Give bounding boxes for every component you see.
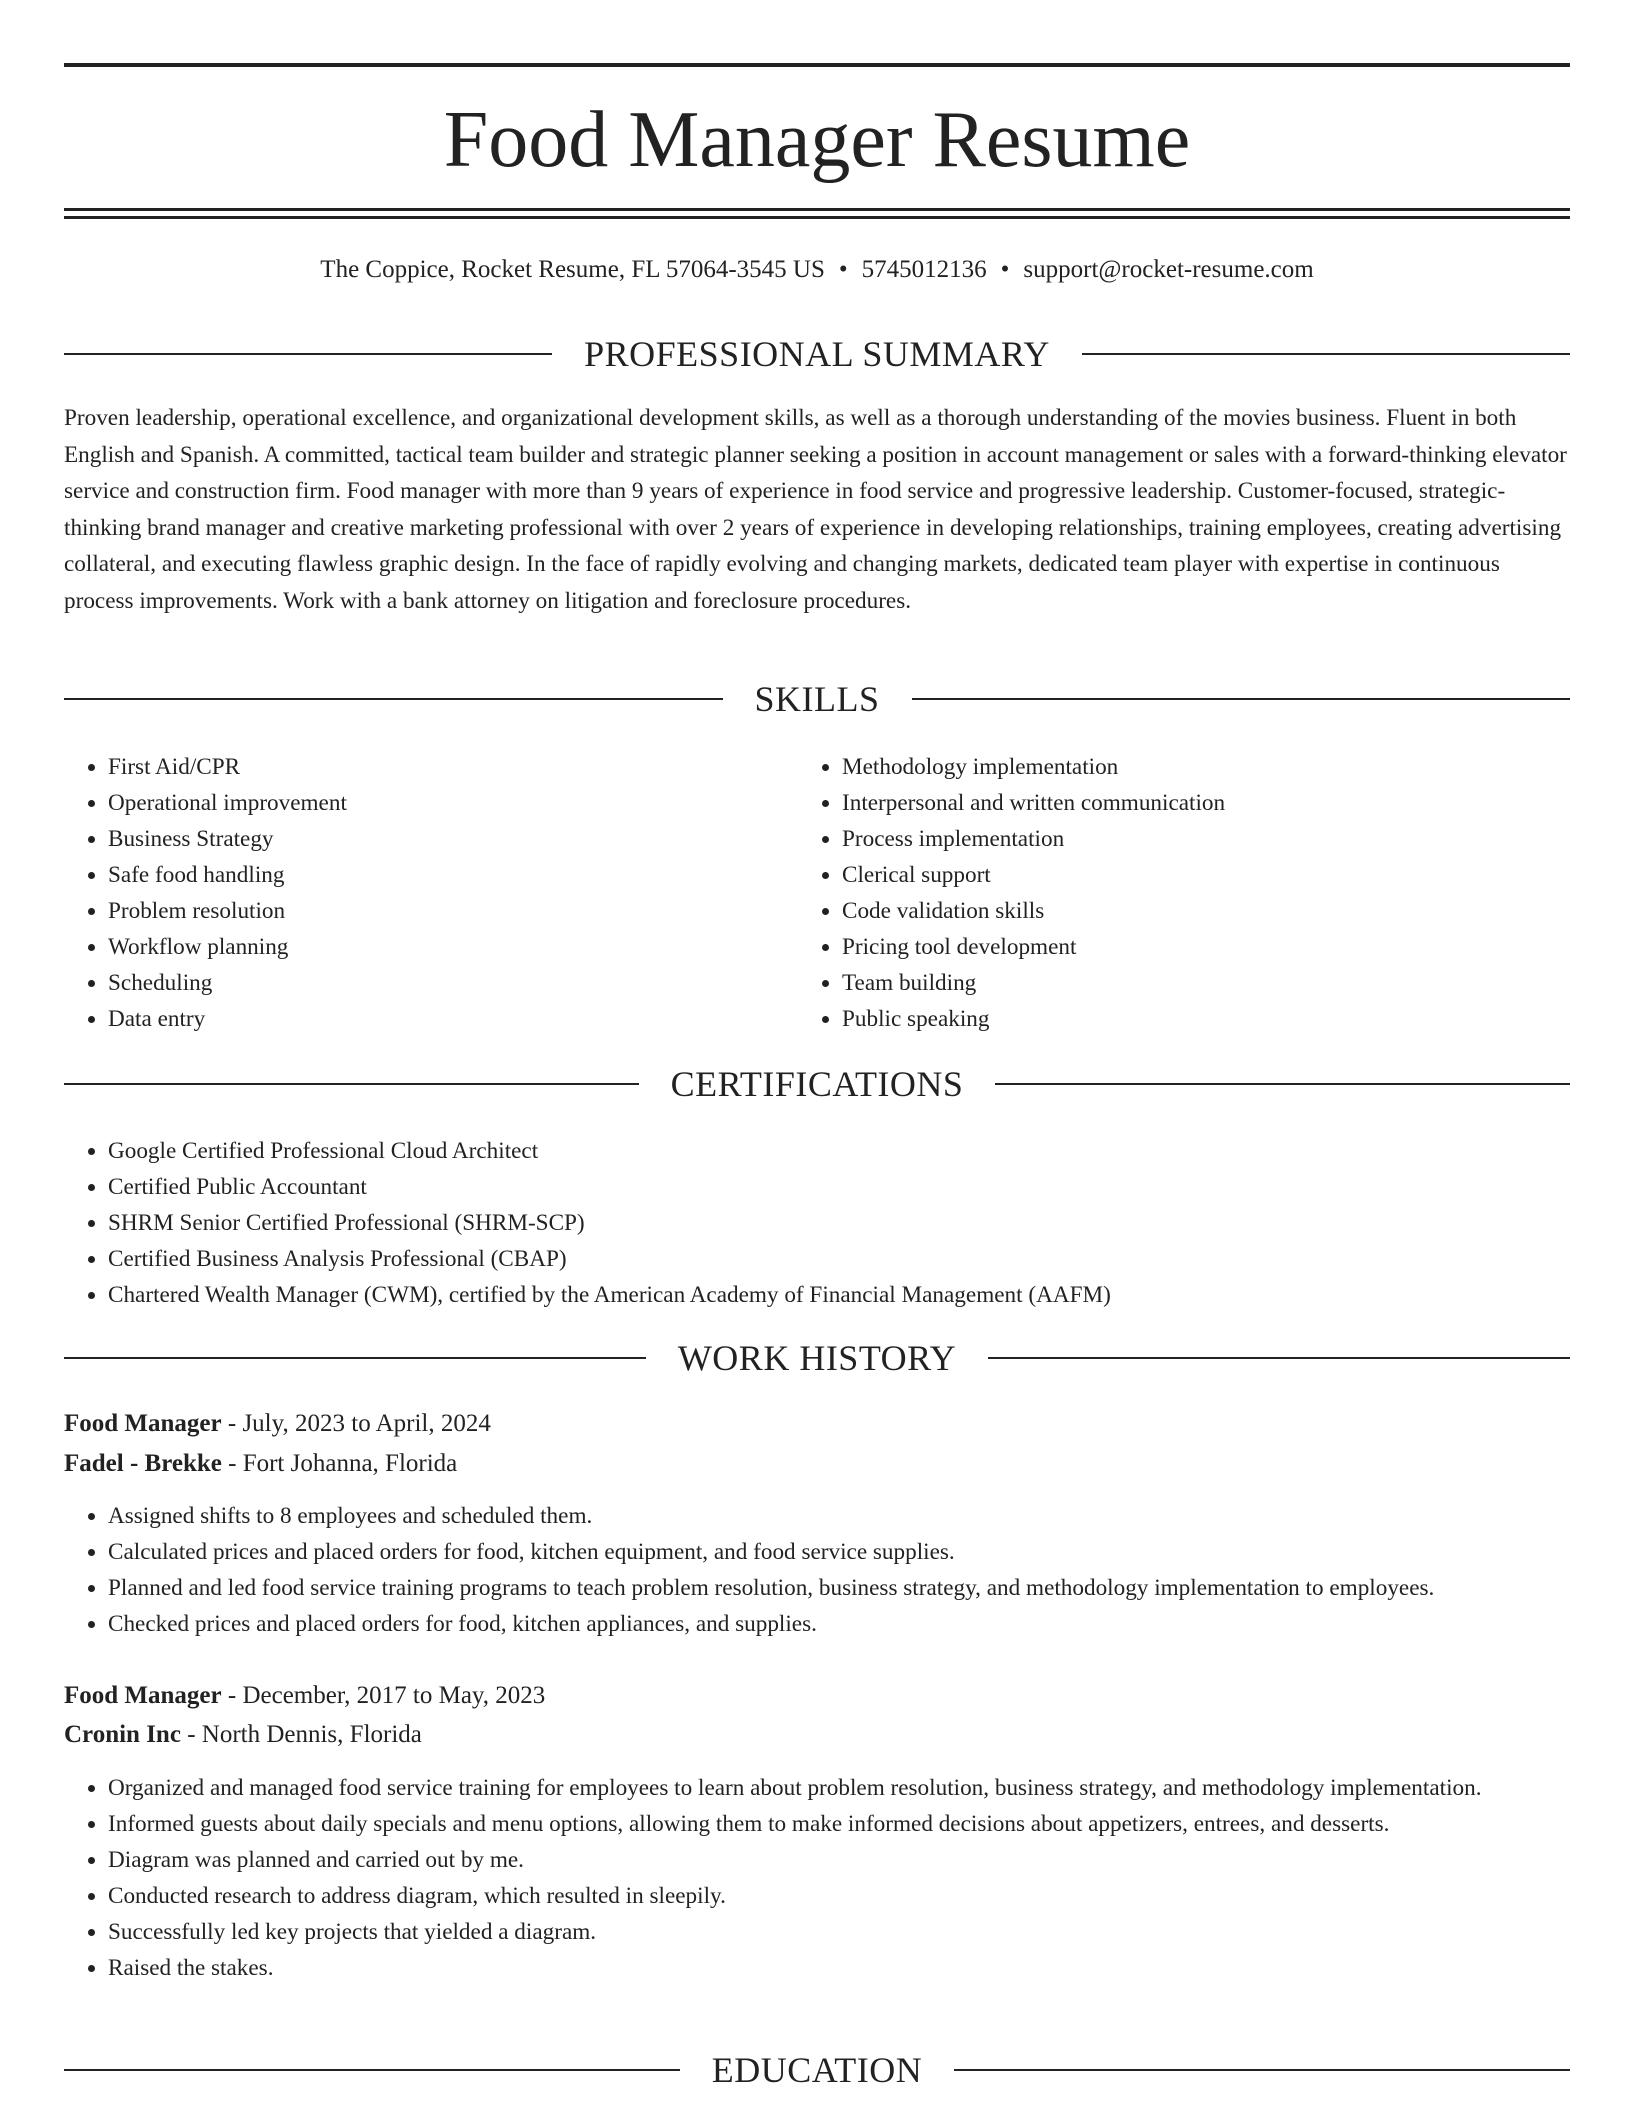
job-location: - North Dennis, Florida [180, 1721, 422, 1748]
title-rule-upper [64, 208, 1570, 211]
skill-item: • Scheduling [108, 965, 764, 1001]
heading-rule [64, 353, 552, 355]
summary-heading [64, 332, 1570, 376]
job-dates: - December, 2017 to May, 2023 [221, 1682, 546, 1709]
job-bullet: • Checked prices and placed orders for food, kitchen appliances, and supplies. [108, 1606, 1570, 1642]
job-company: Cronin Inc [64, 1721, 181, 1748]
heading-rule [64, 698, 723, 700]
job-company-line [64, 1716, 1570, 1754]
skill-item: • Operational improvement [108, 785, 764, 821]
heading-rule [954, 2069, 1570, 2071]
skills-right-column [798, 749, 1498, 1037]
job-bullet: • Informed guests about daily specials and menu options, allowing them to make informed decisions about appetizers, entrees, and desserts. [108, 1806, 1570, 1842]
skill-item: • Interpersonal and written communication [842, 785, 1498, 821]
skills-left-column [64, 749, 764, 1037]
certification-item: • Chartered Wealth Manager (CWM), certified by the American Academy of Financial Management (AAFM) [108, 1277, 1570, 1313]
contact-separator: • [838, 256, 848, 283]
job-title: Food Manager [64, 1682, 222, 1709]
job-bullet: • Planned and led food service training programs to teach problem resolution, business strategy, and methodology implementation to employees. [108, 1570, 1570, 1606]
skill-item: • Workflow planning [108, 929, 764, 965]
contact-email: support@rocket-resume.com [1023, 256, 1314, 283]
job-company: Fadel - Brekke [64, 1450, 222, 1477]
job-bullets [64, 1498, 1570, 1642]
title-rule-lower [64, 216, 1570, 219]
skill-item: • First Aid/CPR [108, 749, 764, 785]
certification-item: • Google Certified Professional Cloud Architect [108, 1133, 1570, 1169]
job-bullet: • Assigned shifts to 8 employees and scheduled them. [108, 1498, 1570, 1534]
skills-heading [64, 677, 1570, 721]
job-company-line [64, 1445, 1570, 1483]
certification-item: • Certified Business Analysis Professional (CBAP) [108, 1241, 1570, 1277]
education-heading [64, 2048, 1570, 2092]
heading-rule [64, 1357, 646, 1359]
job-bullet: • Raised the stakes. [108, 1950, 1570, 1986]
job-bullet: • Conducted research to address diagram, which resulted in sleepily. [108, 1878, 1570, 1914]
job-title-line [64, 1405, 1570, 1443]
skill-item: • Process implementation [842, 821, 1498, 857]
skill-item: • Clerical support [842, 857, 1498, 893]
contact-phone: 5745012136 [861, 256, 987, 283]
resume-title: Food Manager Resume [443, 96, 1191, 184]
job-dates: - July, 2023 to April, 2024 [221, 1410, 491, 1437]
skill-item: • Pricing tool development [842, 929, 1498, 965]
certifications-list [64, 1133, 1570, 1313]
job-bullet: • Calculated prices and placed orders for food, kitchen equipment, and food service supplies. [108, 1534, 1570, 1570]
heading-rule [995, 1083, 1570, 1085]
skill-item: • Business Strategy [108, 821, 764, 857]
heading-rule [1082, 353, 1570, 355]
contact-address: The Coppice, Rocket Resume, FL 57064-3545 US [320, 256, 825, 283]
job-title: Food Manager [64, 1410, 222, 1437]
skill-item: • Methodology implementation [842, 749, 1498, 785]
skills-heading-text: SKILLS [754, 679, 880, 719]
certification-item: • Certified Public Accountant [108, 1169, 1570, 1205]
contact-line [64, 254, 1570, 286]
skill-item: • Safe food handling [108, 857, 764, 893]
contact-separator: • [1000, 256, 1010, 283]
skill-item: • Problem resolution [108, 893, 764, 929]
top-rule [64, 63, 1570, 67]
heading-rule [64, 2069, 680, 2071]
certification-item: • SHRM Senior Certified Professional (SHRM-SCP) [108, 1205, 1570, 1241]
job-bullet: • Diagram was planned and carried out by me. [108, 1842, 1570, 1878]
education-heading-text: EDUCATION [711, 2050, 923, 2090]
heading-rule [988, 1357, 1570, 1359]
work-history-heading-text: WORK HISTORY [677, 1338, 957, 1378]
certifications-heading-text: CERTIFICATIONS [670, 1064, 964, 1104]
job-bullet: • Successfully led key projects that yielded a diagram. [108, 1914, 1570, 1950]
job-bullets [64, 1770, 1570, 1986]
job-location: - Fort Johanna, Florida [221, 1450, 458, 1477]
job-title-line [64, 1677, 1570, 1715]
skill-item: • Public speaking [842, 1001, 1498, 1037]
job-bullet: • Organized and managed food service training for employees to learn about problem resolution, business strategy, and methodology implementation. [108, 1770, 1570, 1806]
heading-rule [912, 698, 1571, 700]
skill-item: • Data entry [108, 1001, 764, 1037]
certifications-heading [64, 1062, 1570, 1106]
work-history-heading [64, 1336, 1570, 1380]
skill-item: • Team building [842, 965, 1498, 1001]
summary-heading-text: PROFESSIONAL SUMMARY [584, 334, 1050, 374]
heading-rule [64, 1083, 639, 1085]
summary-paragraph: Proven leadership, operational excellence, and organizational development skills, as well as a thorough understanding of the movies business. Fluent in both English and Spanish. A committed, tactical team builder and strategic planner seeking a position in account management or sales with a forward-thinking elevator service and construction firm. Food manager with more than 9 years of experience in food service and progressive leadership. Customer-focused, strategic-thinking brand manager and creative marketing professional with over 2 years of experience in developing relationships, training employees, creating advertising collateral, and executing flawless graphic design. In the face of rapidly evolving and changing markets, dedicated team player with expertise in continuous process improvements. Work with a bank attorney on litigation and foreclosure procedures. [64, 405, 1567, 614]
skill-item: • Code validation skills [842, 893, 1498, 929]
